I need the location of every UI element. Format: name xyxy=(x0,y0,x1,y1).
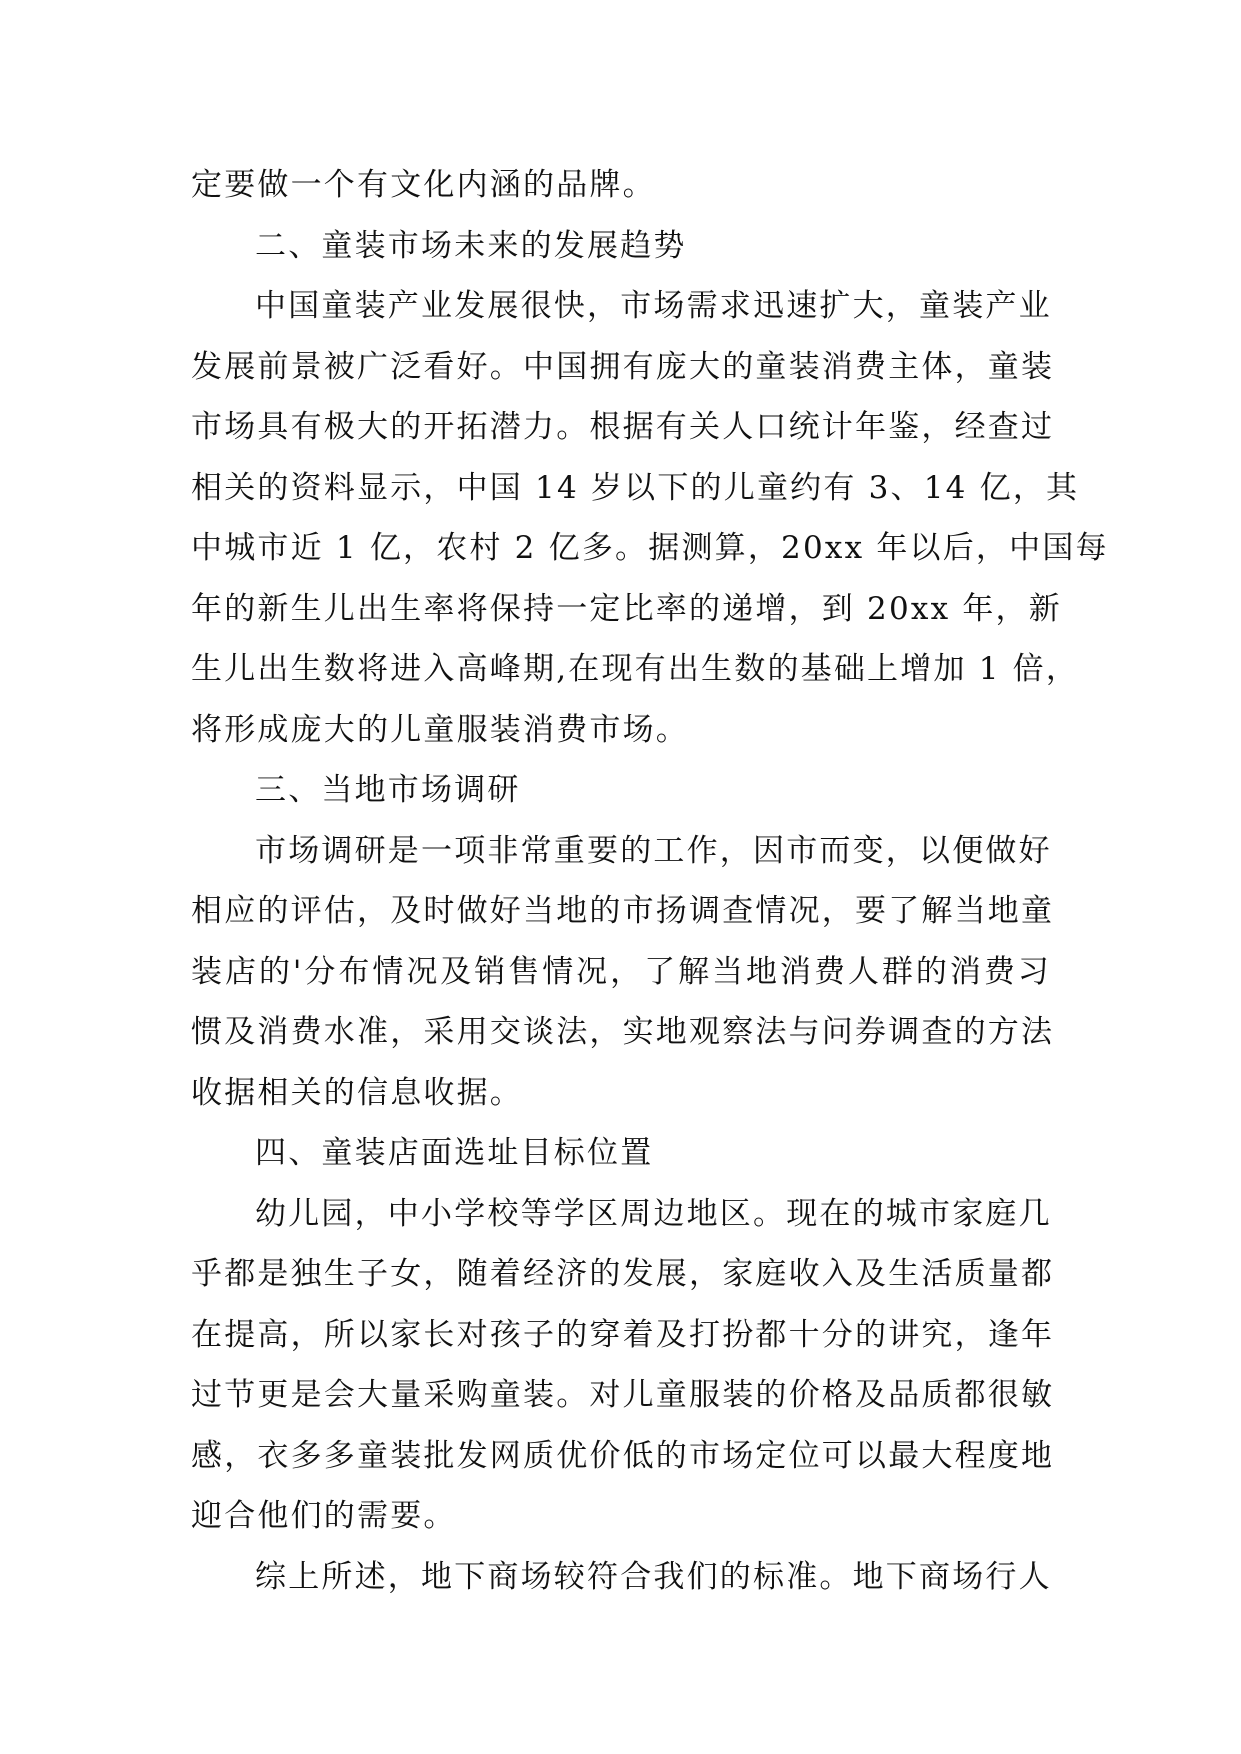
paragraph-line: 综上所述，地下商场较符合我们的标准。地下商场行人 xyxy=(255,1558,1052,1595)
section-heading: 三、当地市场调研 xyxy=(255,772,521,808)
section-heading: 四、童装店面选址目标位置 xyxy=(255,1135,654,1171)
paragraph-line: 定要做一个有文化内涵的品牌。 xyxy=(191,167,656,203)
paragraph-line: 装店的'分布情况及销售情况，了解当地消费人群的消费习 xyxy=(191,953,1051,990)
paragraph-line: 市场具有极大的开拓潜力。根据有关人口统计年鉴，经查过 xyxy=(191,409,1055,445)
paragraph-line: 发展前景被广泛看好。中国拥有庞大的童装消费主体，童装 xyxy=(191,348,1055,385)
paragraph-line: 中国童装产业发展很快，市场需求迅速扩大，童装产业 xyxy=(255,288,1052,324)
paragraph-line: 生儿出生数将进入高峰期,在现有出生数的基础上增加 1 倍， xyxy=(191,651,1080,687)
section-heading: 二、童装市场未来的发展趋势 xyxy=(255,227,687,264)
paragraph-line: 乎都是独生子女，随着经济的发展，家庭收入及生活质量都 xyxy=(191,1256,1055,1292)
paragraph-line: 感，衣多多童装批发网质优价低的市场定位可以最大程度地 xyxy=(191,1437,1055,1474)
paragraph-line: 过节更是会大量采购童装。对儿童服装的价格及品质都很敏 xyxy=(191,1377,1055,1413)
paragraph-line: 中城市近 1 亿，农村 2 亿多。据测算，20xx 年以后，中国每 xyxy=(191,530,1109,566)
paragraph-line: 惯及消费水准，采用交谈法，实地观察法与问券调查的方法 xyxy=(191,1014,1055,1050)
paragraph-line: 将形成庞大的儿童服装消费市场。 xyxy=(191,711,689,748)
paragraph-line: 幼儿园，中小学校等学区周边地区。现在的城市家庭几 xyxy=(255,1195,1052,1232)
document-body xyxy=(191,155,1109,1607)
paragraph-line: 相关的资料显示，中国 14 岁以下的儿童约有 3、14 亿，其 xyxy=(191,469,1080,506)
paragraph-line: 迎合他们的需要。 xyxy=(191,1498,457,1534)
paragraph-line: 收据相关的信息收据。 xyxy=(191,1074,523,1111)
paragraph-line: 在提高，所以家长对孩子的穿着及打扮都十分的讲究，逢年 xyxy=(191,1316,1055,1353)
paragraph-line: 相应的评估，及时做好当地的市扬调查情况，要了解当地童 xyxy=(191,893,1055,929)
paragraph-line: 年的新生儿出生率将保持一定比率的递增，到 20xx 年，新 xyxy=(191,590,1062,627)
paragraph-line: 市场调研是一项非常重要的工作，因市而变，以便做好 xyxy=(255,832,1052,869)
